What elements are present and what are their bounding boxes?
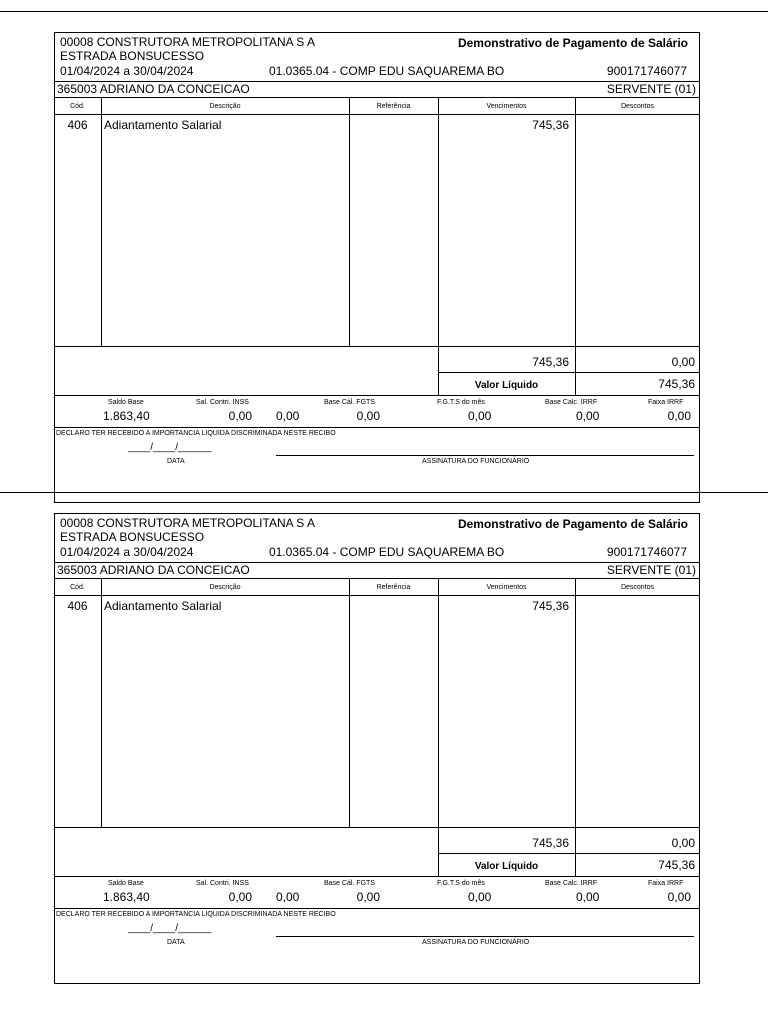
date-label: DATA <box>167 458 185 465</box>
work-unit: 01.0365.04 - COMP EDU SAQUAREMA BO <box>269 545 505 559</box>
label-base-calc-irrf: Base Calc. IRRF <box>545 399 598 406</box>
divider <box>54 876 700 877</box>
total-descontos: 0,00 <box>671 836 695 850</box>
total-vencimentos: 745,36 <box>532 836 569 850</box>
value-fgts-mes: 0,00 <box>468 890 492 904</box>
col-header-vencimentos: Vencimentos <box>486 103 527 110</box>
item-descricao: Adiantamento Salarial <box>104 118 222 132</box>
divider <box>54 827 700 828</box>
divider <box>54 427 700 428</box>
divider <box>438 97 439 395</box>
value-faixa-irrf: 0,00 <box>667 409 691 423</box>
value-base-calc-fgts: 0,00 <box>356 409 380 423</box>
company-line: 00008 CONSTRUTORA METROPOLITANA S A <box>60 516 315 530</box>
pay-period: 01/04/2024 a 30/04/2024 <box>60 64 194 78</box>
value-salario-base: 1.863,40 <box>103 409 150 423</box>
label-fgts-mes: F.G.T.S do mês <box>437 399 485 406</box>
value-salario-base: 1.863,40 <box>103 890 150 904</box>
value-sal-contr-inss: 0,00 <box>228 409 252 423</box>
label-sal-contr-inss: Sal. Contri. INSS <box>196 399 249 406</box>
divider <box>54 346 700 347</box>
signature-line <box>276 936 694 937</box>
employee-role: SERVENTE (01) <box>606 82 696 96</box>
item-vencimentos: 745,36 <box>532 599 569 613</box>
divider <box>54 595 700 596</box>
valor-liquido: 745,36 <box>658 858 695 872</box>
employee-name: 365003 ADRIANO DA CONCEICAO <box>57 82 250 96</box>
label-fgts-mes: F.G.T.S do mês <box>437 880 485 887</box>
col-header-descricao: Descrição <box>209 584 241 591</box>
total-vencimentos: 745,36 <box>532 355 569 369</box>
label-salario-base: Saldo Base <box>108 880 144 887</box>
divider <box>54 97 700 98</box>
date-label: DATA <box>167 939 185 946</box>
divider <box>438 853 700 854</box>
label-base-calc-irrf: Base Calc. IRRF <box>545 880 598 887</box>
signature-label: ASSINATURA DO FUNCIONÁRIO <box>422 939 530 946</box>
col-header-descricao: Descrição <box>209 103 241 110</box>
col-header-cod: Cód. <box>70 584 85 591</box>
value-faixa-irrf: 0,00 <box>667 890 691 904</box>
label-salario-base: Saldo Base <box>108 399 144 406</box>
divider <box>575 97 576 395</box>
document-number: 900171746077 <box>606 64 687 78</box>
col-header-descontos: Descontos <box>620 103 655 110</box>
label-base-calc-fgts: Base Cál. FGTS <box>324 399 375 406</box>
date-blank: ____/____/______ <box>128 923 212 934</box>
payslip <box>54 513 700 984</box>
document-title: Demonstrativo de Pagamento de Salário <box>457 517 688 531</box>
item-cod: 406 <box>67 118 88 132</box>
signature-label: ASSINATURA DO FUNCIONÁRIO <box>422 458 530 465</box>
value-extra: 0,00 <box>276 890 300 904</box>
valor-liquido-label: Valor Líquido <box>474 380 539 391</box>
divider <box>349 578 350 827</box>
receipt-declaration: DECLARO TER RECEBIDO A IMPORTANCIA LIQUIDA DISCRIMINADA NESTE RECIBO <box>56 430 336 437</box>
date-blank: ____/____/______ <box>128 442 212 453</box>
col-header-referencia: Referência <box>376 584 411 591</box>
col-header-vencimentos: Vencimentos <box>486 584 527 591</box>
label-base-calc-fgts: Base Cál. FGTS <box>324 880 375 887</box>
valor-liquido: 745,36 <box>658 377 695 391</box>
employee-role: SERVENTE (01) <box>606 563 696 577</box>
divider <box>349 97 350 346</box>
cut-line-top <box>0 11 768 12</box>
label-faixa-irrf: Faixa IRRF <box>648 880 684 887</box>
divider <box>438 578 439 876</box>
divider <box>54 908 700 909</box>
document-number: 900171746077 <box>606 545 687 559</box>
divider <box>575 578 576 876</box>
value-base-calc-fgts: 0,00 <box>356 890 380 904</box>
payslip <box>54 32 700 503</box>
value-fgts-mes: 0,00 <box>468 409 492 423</box>
divider <box>438 372 700 373</box>
signature-line <box>276 455 694 456</box>
divider <box>54 114 700 115</box>
employee-name: 365003 ADRIANO DA CONCEICAO <box>57 563 250 577</box>
col-header-descontos: Descontos <box>620 584 655 591</box>
work-unit: 01.0365.04 - COMP EDU SAQUAREMA BO <box>269 64 505 78</box>
divider <box>54 578 700 579</box>
valor-liquido-label: Valor Líquido <box>474 861 539 872</box>
total-descontos: 0,00 <box>671 355 695 369</box>
label-faixa-irrf: Faixa IRRF <box>648 399 684 406</box>
divider <box>101 97 102 346</box>
item-vencimentos: 745,36 <box>532 118 569 132</box>
col-header-referencia: Referência <box>376 103 411 110</box>
receipt-declaration: DECLARO TER RECEBIDO A IMPORTANCIA LIQUIDA DISCRIMINADA NESTE RECIBO <box>56 911 336 918</box>
label-sal-contr-inss: Sal. Contri. INSS <box>196 880 249 887</box>
col-header-cod: Cód. <box>70 103 85 110</box>
item-cod: 406 <box>67 599 88 613</box>
value-base-calc-irrf: 0,00 <box>576 409 600 423</box>
divider <box>54 395 700 396</box>
pay-period: 01/04/2024 a 30/04/2024 <box>60 545 194 559</box>
value-sal-contr-inss: 0,00 <box>228 890 252 904</box>
company-line: 00008 CONSTRUTORA METROPOLITANA S A <box>60 35 315 49</box>
company-address: ESTRADA BONSUCESSO <box>60 530 205 544</box>
value-extra: 0,00 <box>276 409 300 423</box>
document-title: Demonstrativo de Pagamento de Salário <box>457 36 688 50</box>
company-address: ESTRADA BONSUCESSO <box>60 49 205 63</box>
divider <box>101 578 102 827</box>
item-descricao: Adiantamento Salarial <box>104 599 222 613</box>
value-base-calc-irrf: 0,00 <box>576 890 600 904</box>
